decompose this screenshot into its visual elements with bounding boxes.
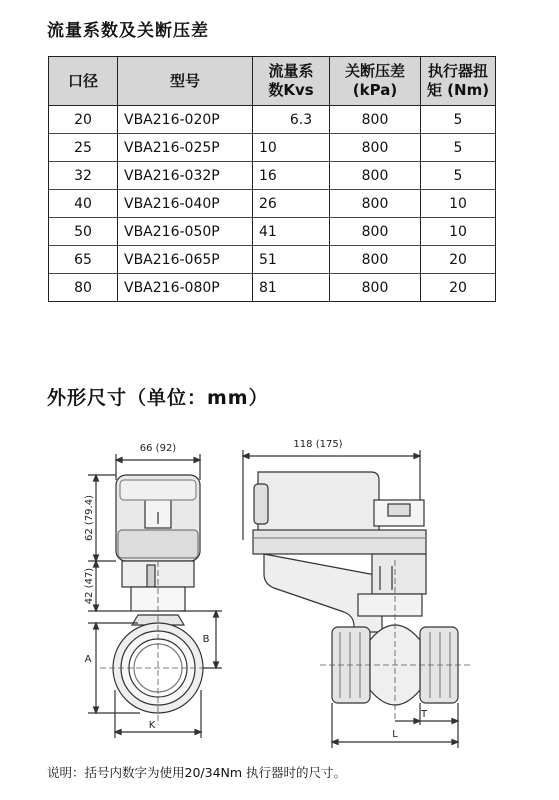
cell-kvs: 81	[253, 274, 330, 302]
table-row	[49, 134, 496, 162]
side-view	[243, 439, 470, 748]
cell-close-off: 800	[330, 162, 421, 190]
cell-model: VBA216-040P	[118, 190, 253, 218]
dim-t-label: T	[420, 709, 428, 720]
dimension-drawing	[0, 420, 559, 760]
cell-close-off: 800	[330, 274, 421, 302]
cell-model: VBA216-032P	[118, 162, 253, 190]
dim-k-label: K	[148, 720, 156, 731]
header-kvs: 流量系 数Kvs	[253, 57, 330, 106]
cell-model: VBA216-080P	[118, 274, 253, 302]
cell-kvs: 16	[253, 162, 330, 190]
cell-close-off: 800	[330, 218, 421, 246]
cell-torque: 10	[421, 190, 496, 218]
cell-torque: 5	[421, 162, 496, 190]
cell-kvs: 41	[253, 218, 330, 246]
header-torque: 执行器扭 矩 (Nm)	[421, 57, 496, 106]
cell-size: 40	[49, 190, 118, 218]
table-row	[49, 274, 496, 302]
dimensions-title: 外形尺寸（单位：mm）	[47, 387, 269, 409]
cell-kvs: 26	[253, 190, 330, 218]
table-row	[49, 218, 496, 246]
header-close-off: 关断压差 (kPa)	[330, 57, 421, 106]
cell-torque: 5	[421, 106, 496, 134]
cell-model: VBA216-065P	[118, 246, 253, 274]
cell-close-off: 800	[330, 246, 421, 274]
cell-size: 25	[49, 134, 118, 162]
dim-b-label: B	[202, 634, 210, 645]
cell-size: 80	[49, 274, 118, 302]
cell-close-off: 800	[330, 106, 421, 134]
cell-model: VBA216-050P	[118, 218, 253, 246]
cell-torque: 20	[421, 246, 496, 274]
cell-torque: 5	[421, 134, 496, 162]
cell-kvs: 51	[253, 246, 330, 274]
dim-a-label: A	[84, 654, 92, 665]
dim-depth-label: 118 (175)	[293, 439, 343, 450]
cell-size: 32	[49, 162, 118, 190]
cell-kvs: 10	[253, 134, 330, 162]
cell-torque: 10	[421, 218, 496, 246]
footnote: 说明：括号内数字为使用20/34Nm 执行器时的尺寸。	[47, 765, 347, 780]
cell-size: 20	[49, 106, 118, 134]
front-view	[84, 443, 222, 738]
table-row	[49, 190, 496, 218]
cell-close-off: 800	[330, 190, 421, 218]
cell-model: VBA216-025P	[118, 134, 253, 162]
header-size: 口径	[49, 57, 118, 106]
table-row	[49, 106, 496, 134]
spec-table	[48, 56, 496, 302]
dim-width-label: 66 (92)	[139, 443, 177, 454]
table-row	[49, 246, 496, 274]
cell-size: 50	[49, 218, 118, 246]
table-title: 流量系数及关断压差	[47, 21, 209, 41]
cell-size: 65	[49, 246, 118, 274]
table-row	[49, 162, 496, 190]
cell-kvs: 6.3	[253, 106, 330, 134]
header-model: 型号	[118, 57, 253, 106]
dim-actuator-height-label: 62 (79.4)	[84, 495, 95, 541]
dim-l-label: L	[392, 729, 398, 740]
cell-torque: 20	[421, 274, 496, 302]
cell-close-off: 800	[330, 134, 421, 162]
cell-model: VBA216-020P	[118, 106, 253, 134]
dim-neck-height-label: 42 (47)	[84, 567, 95, 605]
table-header-row	[49, 57, 496, 106]
